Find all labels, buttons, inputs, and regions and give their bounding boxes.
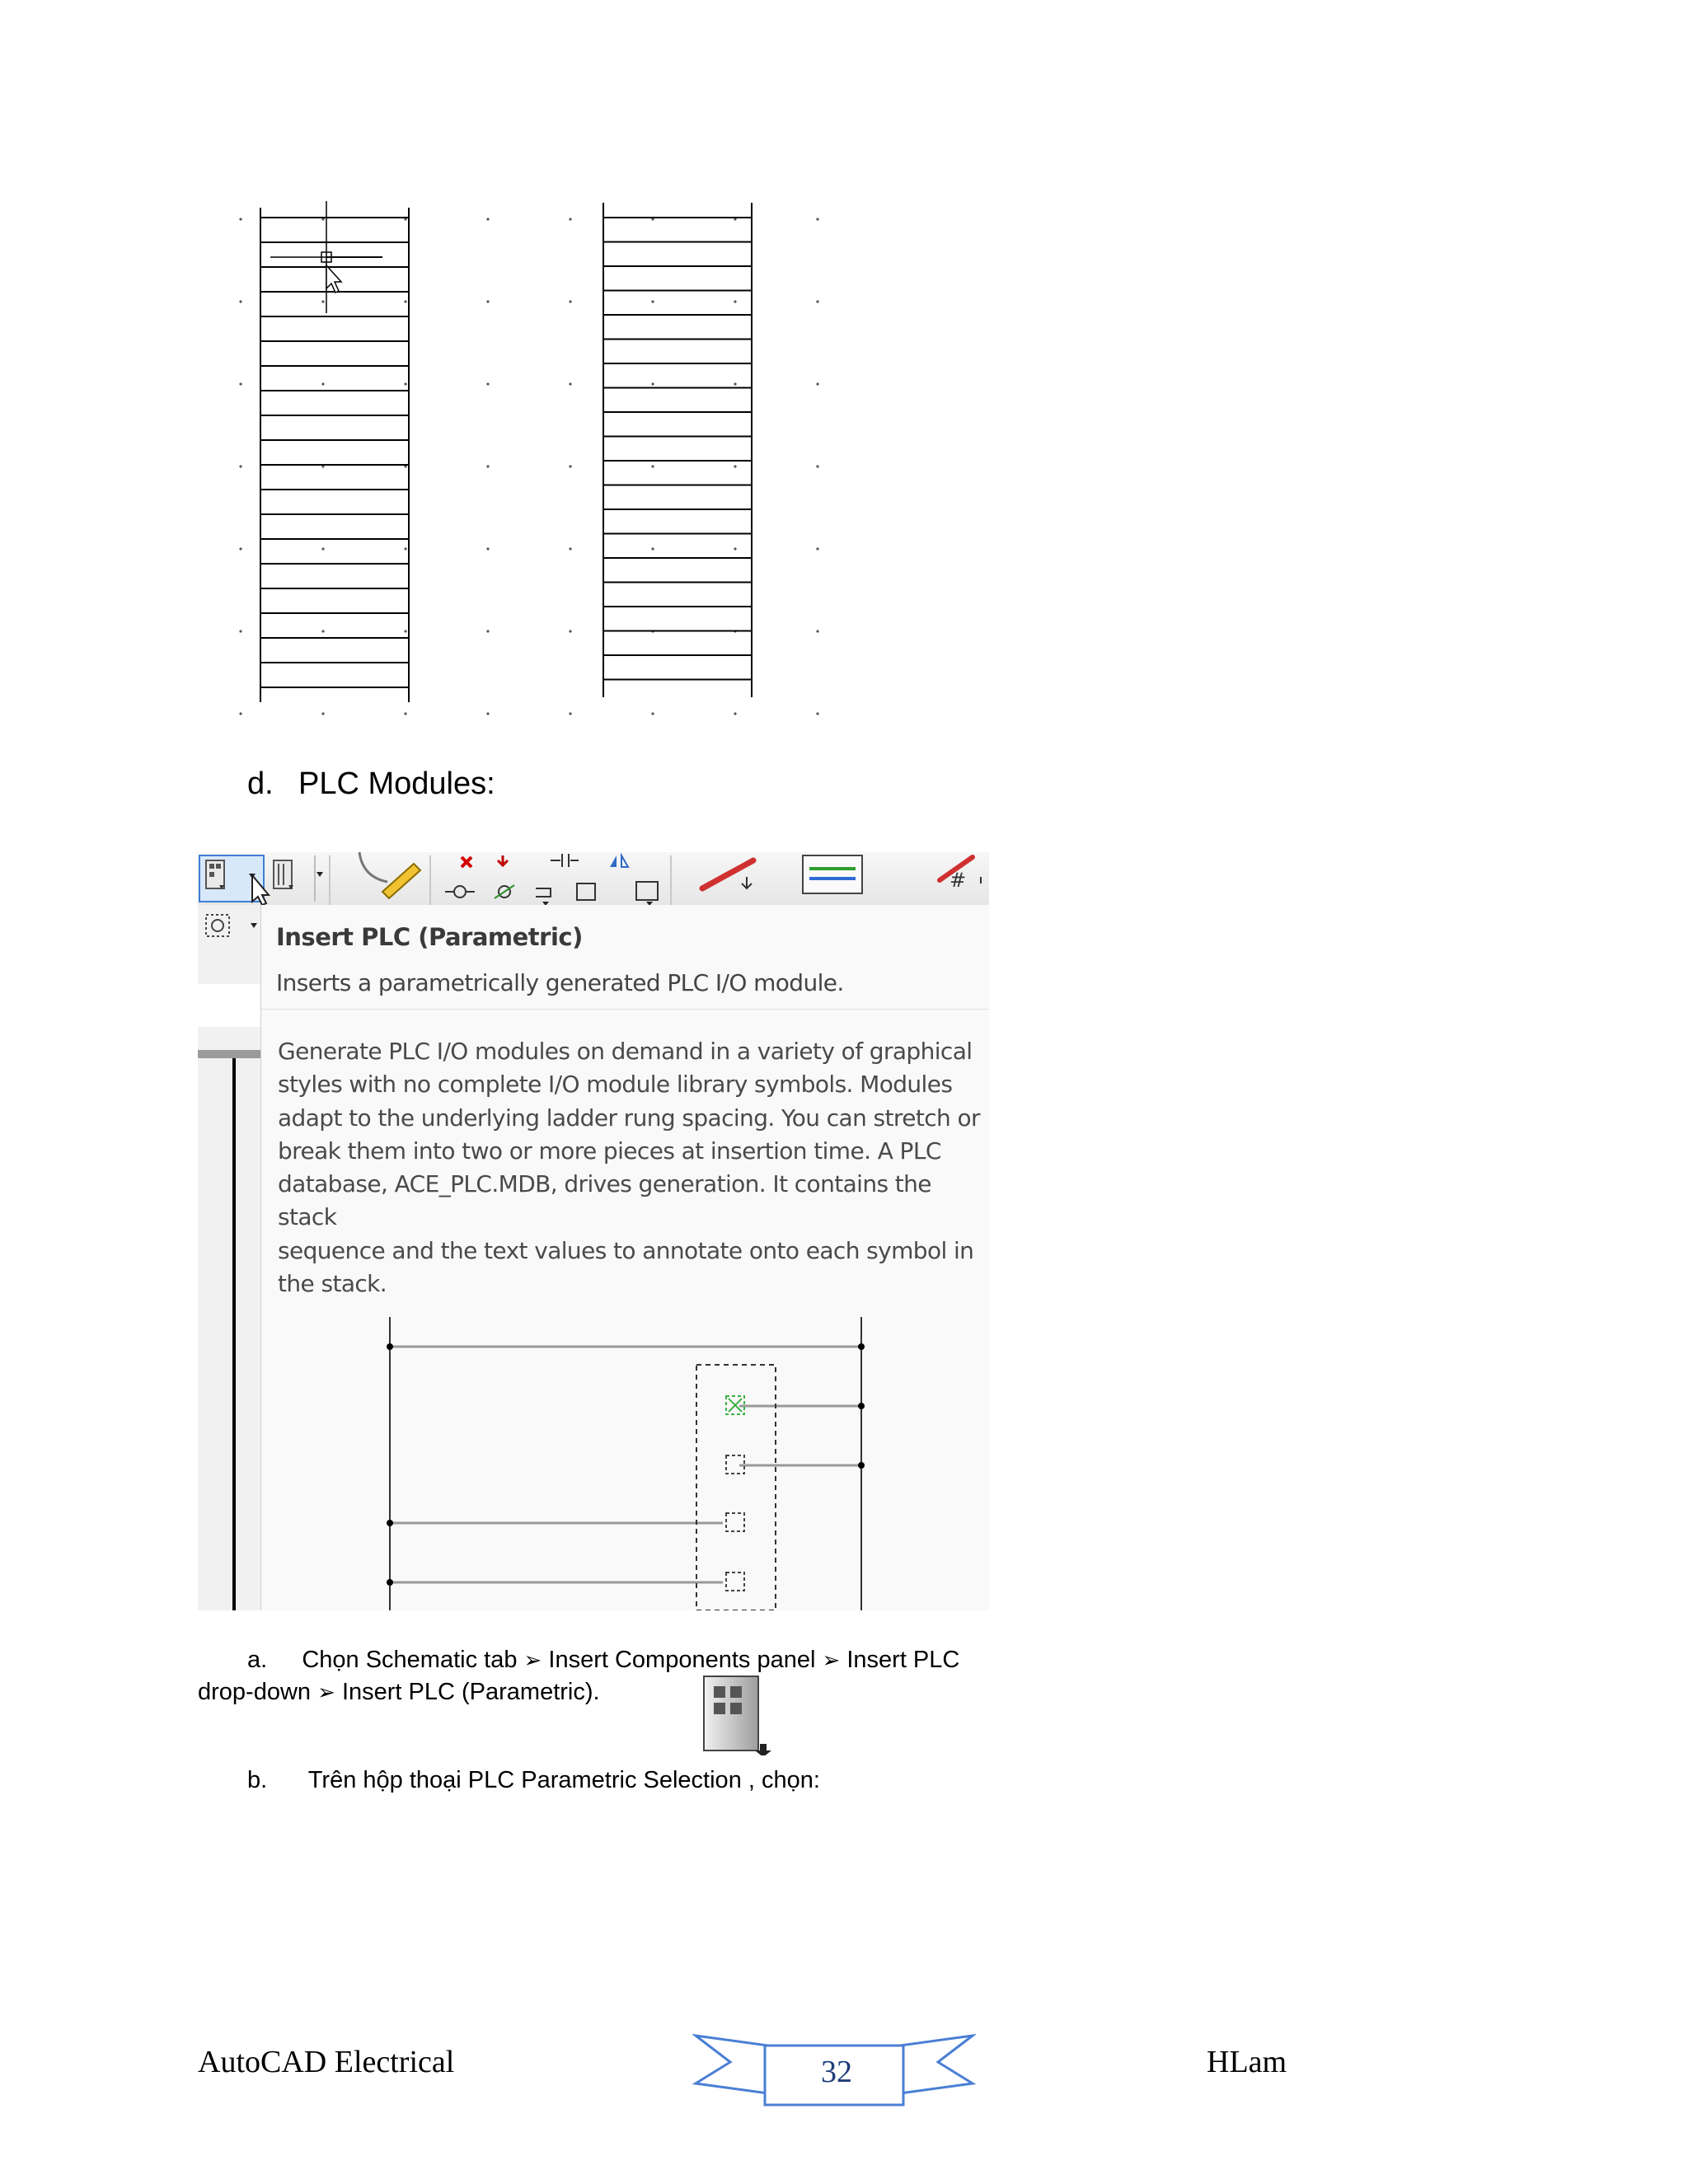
- grid-dot: [651, 382, 654, 385]
- tooltip-title: Insert PLC (Parametric): [276, 923, 583, 951]
- step-b: [247, 1767, 820, 1794]
- grid-dot: [569, 547, 571, 550]
- footer-right: HLam: [1207, 2045, 1287, 2079]
- plc-module-illustration: [261, 1317, 989, 1610]
- step-a-part4: drop-down: [198, 1679, 312, 1705]
- grid-dot: [239, 218, 241, 220]
- tooltip-line: adapt to the underlying ladder rung spacing. You can stretch or: [278, 1104, 980, 1132]
- grid-dot: [486, 382, 489, 385]
- step-a-part5: Insert PLC (Parametric).: [341, 1679, 600, 1705]
- grid-dot: [486, 712, 489, 715]
- grid-dot: [734, 300, 736, 302]
- grid-dot: [486, 465, 489, 467]
- grid-dot: [321, 712, 324, 715]
- edit-pencil-icon[interactable]: [359, 852, 420, 898]
- grid-dot: [239, 465, 241, 467]
- grid-dot: [816, 218, 818, 220]
- wire-numbers-icon[interactable]: [803, 855, 862, 893]
- tooltip-line: sequence and the text values to annotate onto each symbol in: [278, 1236, 974, 1264]
- move-down-icon[interactable]: [498, 855, 508, 865]
- footer-left: AutoCAD Electrical: [198, 2045, 455, 2079]
- arrow-icon: ➢: [523, 1648, 542, 1673]
- grid-dot: [734, 712, 736, 715]
- grid-dot: [404, 712, 406, 715]
- step-a-line1: [247, 1647, 959, 1674]
- grid-dot: [816, 630, 818, 632]
- ladder-right: [603, 203, 752, 697]
- grid-dot: [404, 382, 406, 385]
- left-panel: [198, 905, 260, 1610]
- step-a-part2: Insert Components panel: [548, 1647, 816, 1673]
- grid-dot: [651, 465, 654, 467]
- toolbar-small-icons[interactable]: [445, 882, 658, 900]
- plc-io-point-icon: [726, 1455, 744, 1591]
- grid-dot: [569, 382, 571, 385]
- tooltip-panel: [260, 905, 989, 1610]
- tooltip-line: break them into two or more pieces at insertion time. A PLC: [278, 1137, 941, 1165]
- grid-dot: [734, 382, 736, 385]
- delete-x-icon[interactable]: [462, 857, 471, 867]
- tooltip-line: Generate PLC I/O modules on demand in a variety of graphical: [278, 1038, 973, 1065]
- step-b-marker: b.: [247, 1767, 268, 1793]
- grid-dot: [651, 300, 654, 302]
- grid-dot: [816, 382, 818, 385]
- grid-dot: [404, 547, 406, 550]
- grid-dot: [569, 712, 571, 715]
- section-heading: [247, 766, 495, 802]
- grid-dot: [486, 218, 489, 220]
- step-a-marker: a.: [247, 1647, 268, 1673]
- contact-icon[interactable]: [551, 854, 579, 867]
- tooltip-screenshot: [198, 852, 989, 1610]
- heading-title: PLC Modules:: [298, 766, 495, 801]
- grid-dot: [569, 300, 571, 302]
- grid-dot: [321, 300, 324, 302]
- tooltip-line: database, ACE_PLC.MDB, drives generation. It contains the stack: [278, 1170, 931, 1231]
- grid-dot: [321, 382, 324, 385]
- grid-dot: [239, 547, 241, 550]
- grid-dot: [321, 630, 324, 632]
- tooltip-line: the stack.: [278, 1270, 387, 1298]
- step-a-part3: Insert PLC: [846, 1647, 960, 1673]
- step-b-text: Trên hộp thoại PLC Parametric Selection , chọn:: [307, 1767, 820, 1793]
- heading-number: d.: [247, 766, 274, 801]
- grid-dot: [734, 465, 736, 467]
- grid-dot: [239, 630, 241, 632]
- grid-dot: [569, 465, 571, 467]
- grid-dot: [569, 630, 571, 632]
- arrow-icon: ➢: [822, 1648, 841, 1673]
- grid-dot: [816, 465, 818, 467]
- grid-dot: [816, 712, 818, 715]
- tooltip-description: [278, 1035, 987, 1301]
- grid-dot: [486, 300, 489, 302]
- ribbon-toolbar: [198, 852, 989, 906]
- grid-dot: [816, 547, 818, 550]
- step-a-line2: [198, 1679, 600, 1706]
- insert-plc-icon: [701, 1673, 783, 1755]
- ladder-diagrams: [231, 198, 841, 725]
- insert-plc-module-icon[interactable]: [274, 860, 293, 889]
- grid-dot: [569, 218, 571, 220]
- grid-dot: [321, 547, 324, 550]
- grid-dot: [486, 547, 489, 550]
- grid-dot: [239, 382, 241, 385]
- insert-plc-icon[interactable]: [206, 860, 224, 889]
- grid-dot: [404, 630, 406, 632]
- page-number: 32: [821, 2055, 852, 2089]
- grid-dot: [239, 712, 241, 715]
- grid-dot: [404, 300, 406, 302]
- grid-dot: [651, 712, 654, 715]
- grid-dot: [651, 547, 654, 550]
- insert-component-icon[interactable]: [206, 915, 257, 936]
- ladder-insert-icon[interactable]: [940, 857, 981, 892]
- arrow-icon: ➢: [317, 1680, 335, 1705]
- step-a-part1: Chọn Schematic tab: [302, 1647, 518, 1673]
- svg-text:#: #: [950, 869, 967, 892]
- tooltip-divider: [261, 1009, 989, 1010]
- dropdown-arrow-icon: [316, 872, 323, 877]
- tooltip-subtitle: Inserts a parametrically generated PLC I/O module.: [276, 969, 844, 996]
- wire-icon[interactable]: [702, 860, 753, 888]
- grid-dot: [734, 547, 736, 550]
- grid-dot: [816, 300, 818, 302]
- mirror-icon[interactable]: [610, 855, 628, 867]
- grid-dot: [239, 300, 241, 302]
- tooltip-line: styles with no complete I/O module library symbols. Modules: [278, 1071, 953, 1099]
- grid-dot: [486, 630, 489, 632]
